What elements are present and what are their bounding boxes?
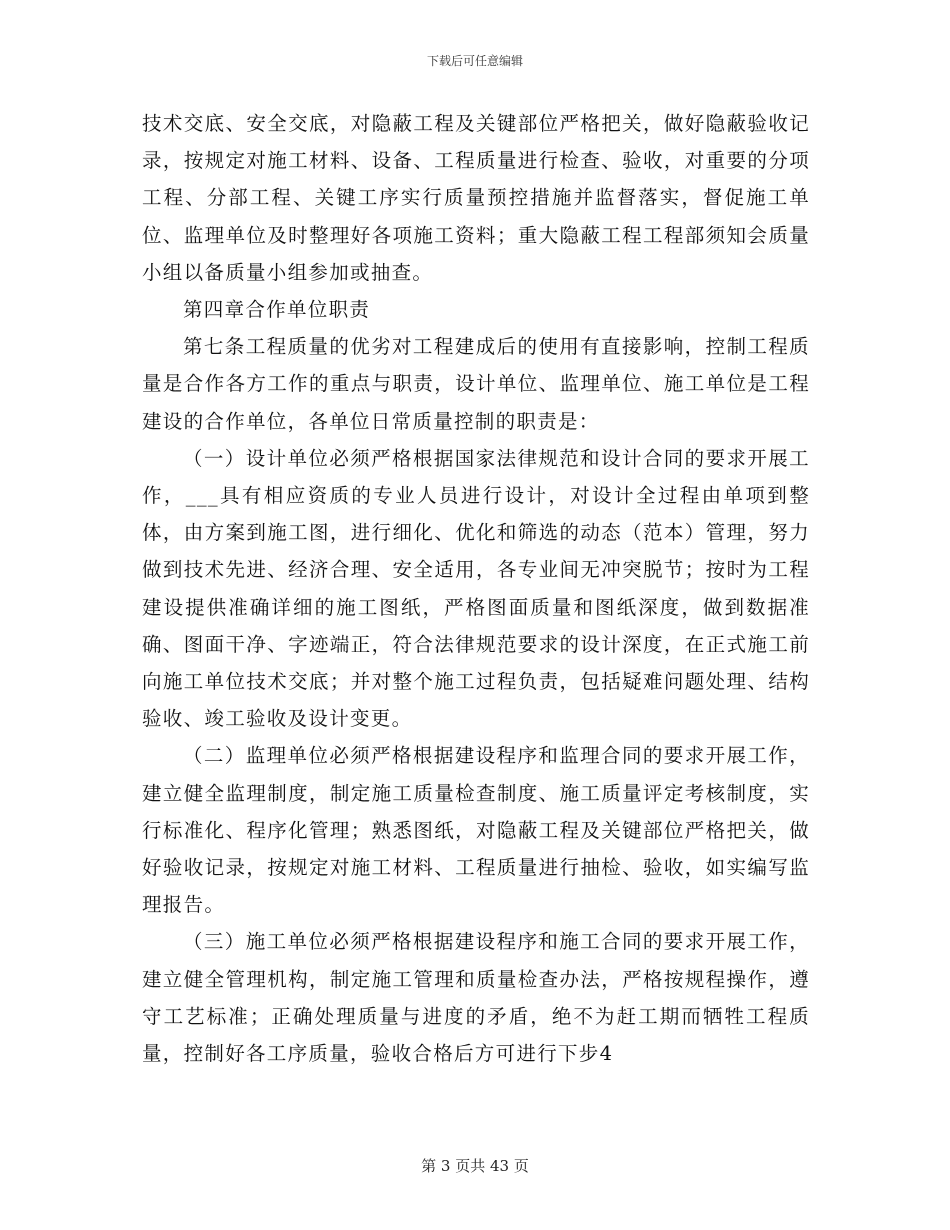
clause-construction-unit: （三）施工单位必须严格根据建设程序和施工合同的要求开展工作，建立健全管理机构，制定施工管理和质量检查办法，严格按规程操作，遵守工艺标准；正确处理质量与进度的矛盾，绝不为赶工期而牺牲工程质量，控制好各工序质量，验收合格后方可进行下步4 <box>142 930 810 1066</box>
document-body <box>142 105 810 1072</box>
article-seven: 第七条工程质量的优劣对工程建成后的使用有直接影响，控制工程质量是合作各方工作的重点与职责，设计单位、监理单位、施工单位是工程建设的合作单位，各单位日常质量控制的职责是： <box>142 335 810 433</box>
paragraph-continuation: 技术交底、安全交底，对隐蔽工程及关键部位严格把关，做好隐蔽验收记录，按规定对施工材料、设备、工程质量进行检查、验收，对重要的分项工程、分部工程、关键工序实行质量预控措施并监督落实，督促施工单位、监理单位及时整理好各项施工资料；重大隐蔽工程工程部须知会质量小组以备质量小组参加或抽查。 <box>142 112 810 284</box>
page-number: 第 3 页共 43 页 <box>421 1157 529 1175</box>
clause-design-unit: （一）设计单位必须严格根据国家法律规范和设计合同的要求开展工作，___具有相应资质的专业人员进行设计，对设计全过程由单项到整体，由方案到施工图，进行细化、优化和筛选的动态（范本）管理，努力做到技术先进、经济合理、安全适用，各专业间无冲突脱节；按时为工程建设提供准确详细的施工图纸，严格图面质量和图纸深度，做到数据准确、图面干净、字迹端正，符合法律规范要求的设计深度，在正式施工前向施工单位技术交底；并对整个施工过程负责，包括疑难问题处理、结构验收、竣工验收及设计变更。 <box>142 446 810 731</box>
clause-supervision-unit: （二）监理单位必须严格根据建设程序和监理合同的要求开展工作，建立健全监理制度，制定施工质量检查制度、施工质量评定考核制度，实行标准化、程序化管理；熟悉图纸，对隐蔽工程及关键部位严格把关，做好验收记录，按规定对施工材料、工程质量进行抽检、验收，如实编写监理报告。 <box>142 744 810 917</box>
chapter-heading: 第四章合作单位职责 <box>183 298 371 322</box>
page-header-note: 下载后可任意编辑 <box>426 54 523 68</box>
